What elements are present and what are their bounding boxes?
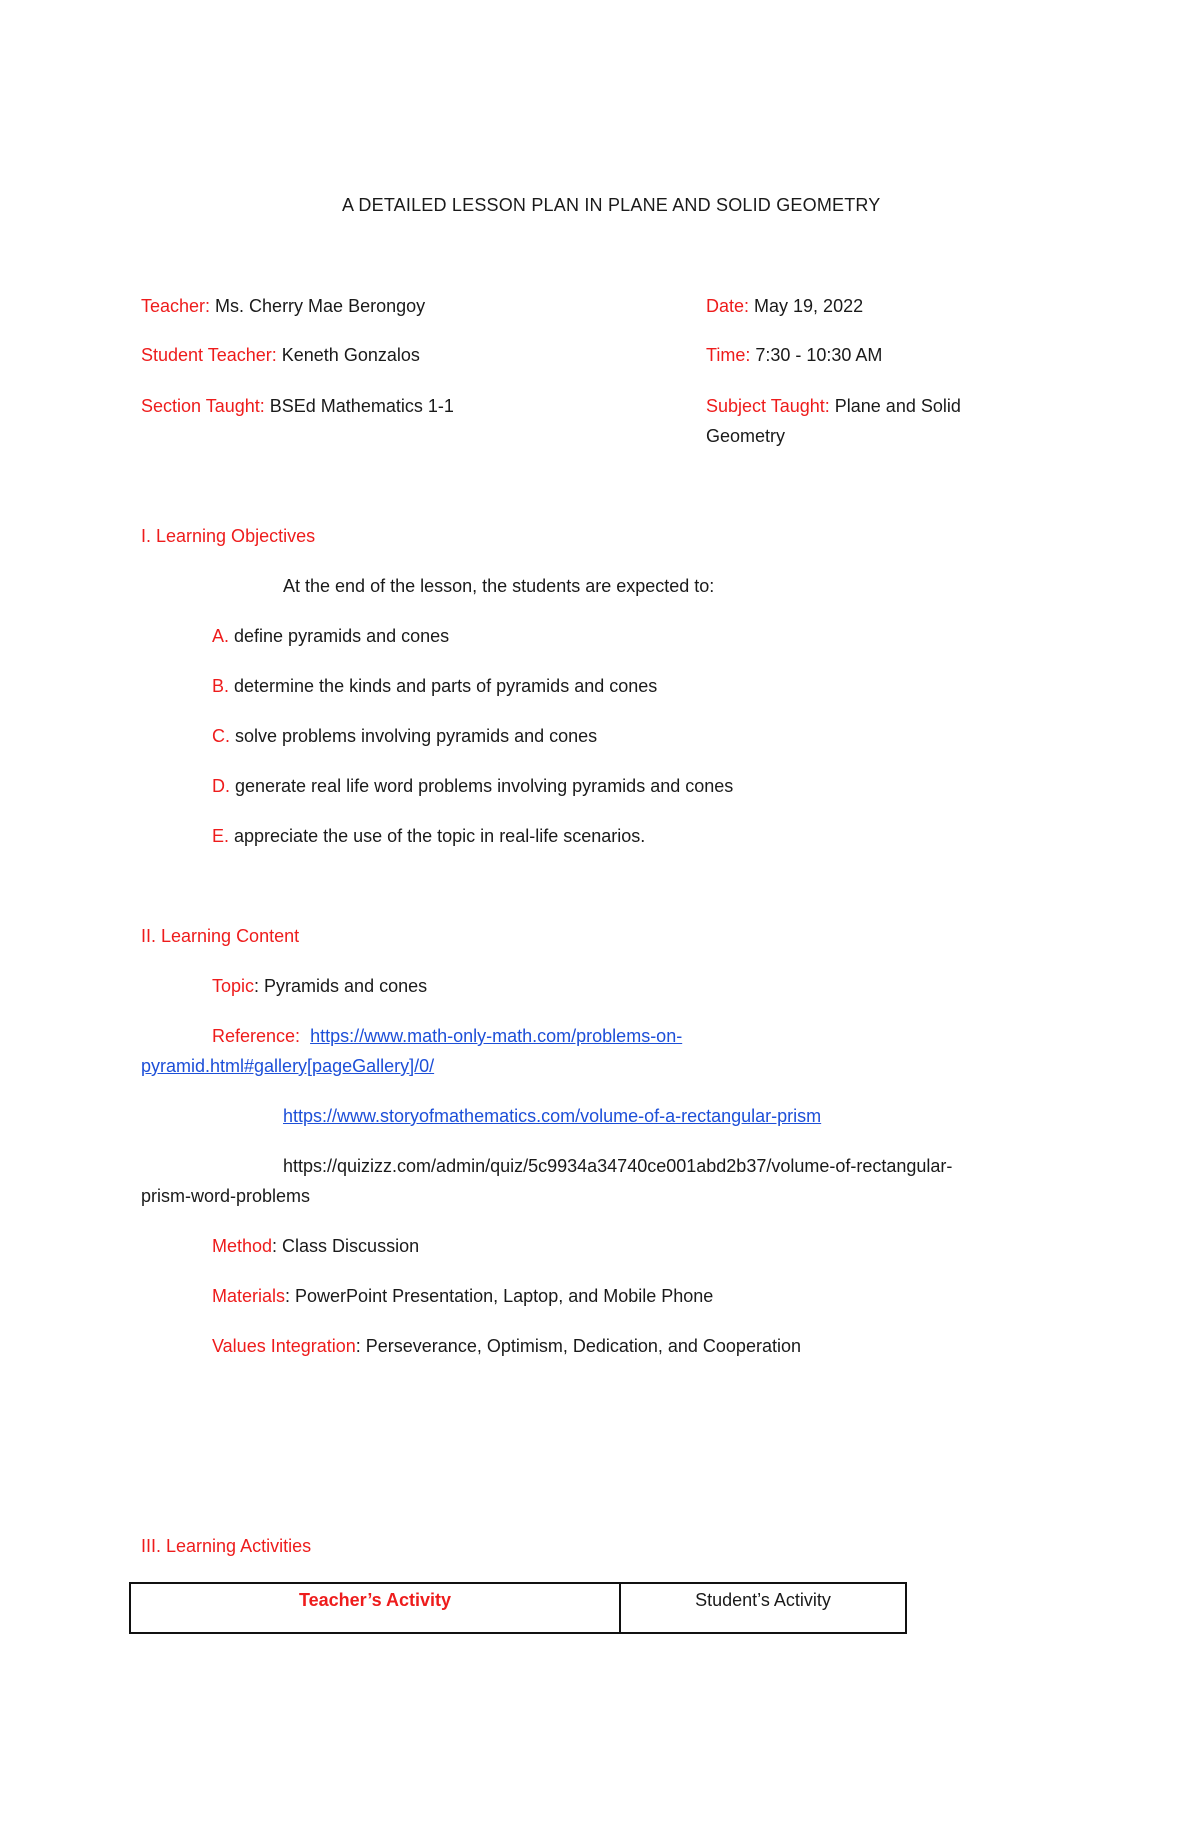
method-value: : Class Discussion [272, 1236, 420, 1256]
objective-item-b [212, 674, 657, 698]
objective-text: determine the kinds and parts of pyramids and cones [229, 676, 658, 696]
student-teacher-line [141, 343, 420, 367]
activities-table [129, 1582, 907, 1634]
topic-line [212, 974, 427, 998]
reference-link-1[interactable]: https://www.math-only-math.com/problems-on- [310, 1026, 683, 1046]
content-heading: II. Learning Content [141, 926, 300, 946]
teacher-line [141, 294, 425, 318]
teacher-value: Ms. Cherry Mae Berongoy [210, 296, 426, 316]
values-label: Values Integration [212, 1336, 356, 1356]
subject-value: Plane and Solid [829, 396, 961, 416]
objective-letter: E. [212, 826, 230, 846]
materials-label: Materials [212, 1286, 286, 1306]
values-value: : Perseverance, Optimism, Dedication, and Cooperation [355, 1336, 801, 1356]
subject-value-line2: Geometry [706, 426, 786, 446]
time-value: 7:30 - 10:30 AM [750, 345, 883, 365]
document-title: A DETAILED LESSON PLAN IN PLANE AND SOLID GEOMETRY [342, 195, 881, 215]
reference-link-2[interactable]: https://www.storyofmathematics.com/volume-of-a-rectangular-prism [283, 1106, 822, 1126]
method-label: Method [212, 1236, 273, 1256]
objective-item-d [212, 774, 733, 798]
reference-label: Reference: [212, 1026, 301, 1046]
objective-letter: B. [212, 676, 230, 696]
materials-value: : PowerPoint Presentation, Laptop, and Mobile Phone [285, 1286, 714, 1306]
teacher-activity-header: Teacher’s Activity [130, 1583, 620, 1633]
objective-text: appreciate the use of the topic in real-life scenarios. [229, 826, 646, 846]
objective-text: generate real life word problems involving pyramids and cones [230, 776, 734, 796]
subject-line [706, 394, 961, 418]
student-activity-header: Student’s Activity [620, 1583, 906, 1633]
section-line [141, 394, 454, 418]
topic-label: Topic [212, 976, 255, 996]
student-teacher-value: Keneth Gonzalos [276, 345, 420, 365]
objective-item-c [212, 724, 597, 748]
section-value: BSEd Mathematics 1-1 [264, 396, 454, 416]
teacher-label: Teacher: [141, 296, 211, 316]
activities-heading: III. Learning Activities [141, 1536, 312, 1556]
student-teacher-label: Student Teacher: [141, 345, 277, 365]
time-label: Time: [706, 345, 751, 365]
reference-line [212, 1024, 682, 1048]
date-label: Date: [706, 296, 750, 316]
section-label: Section Taught: [141, 396, 265, 416]
objective-letter: D. [212, 776, 230, 796]
objective-text: solve problems involving pyramids and cones [230, 726, 598, 746]
objective-item-e [212, 824, 645, 848]
reference-link-1-cont[interactable]: pyramid.html#gallery[pageGallery]/0/ [141, 1056, 435, 1076]
method-line [212, 1234, 419, 1258]
topic-value: : Pyramids and cones [254, 976, 428, 996]
date-line [706, 294, 863, 318]
objective-letter: A. [212, 626, 230, 646]
table-header-row [130, 1583, 906, 1633]
reference-3: https://quizizz.com/admin/quiz/5c9934a34740ce001abd2b37/volume-of-rectangular- [283, 1156, 953, 1176]
objective-letter: C. [212, 726, 230, 746]
values-line [212, 1334, 801, 1358]
objective-item-a [212, 624, 449, 648]
materials-line [212, 1284, 713, 1308]
date-value: May 19, 2022 [749, 296, 864, 316]
reference-3-cont: prism-word-problems [141, 1186, 311, 1206]
objectives-intro: At the end of the lesson, the students are expected to: [283, 576, 715, 596]
objective-text: define pyramids and cones [229, 626, 450, 646]
subject-label: Subject Taught: [706, 396, 830, 416]
objectives-heading: I. Learning Objectives [141, 526, 316, 546]
time-line [706, 343, 882, 367]
